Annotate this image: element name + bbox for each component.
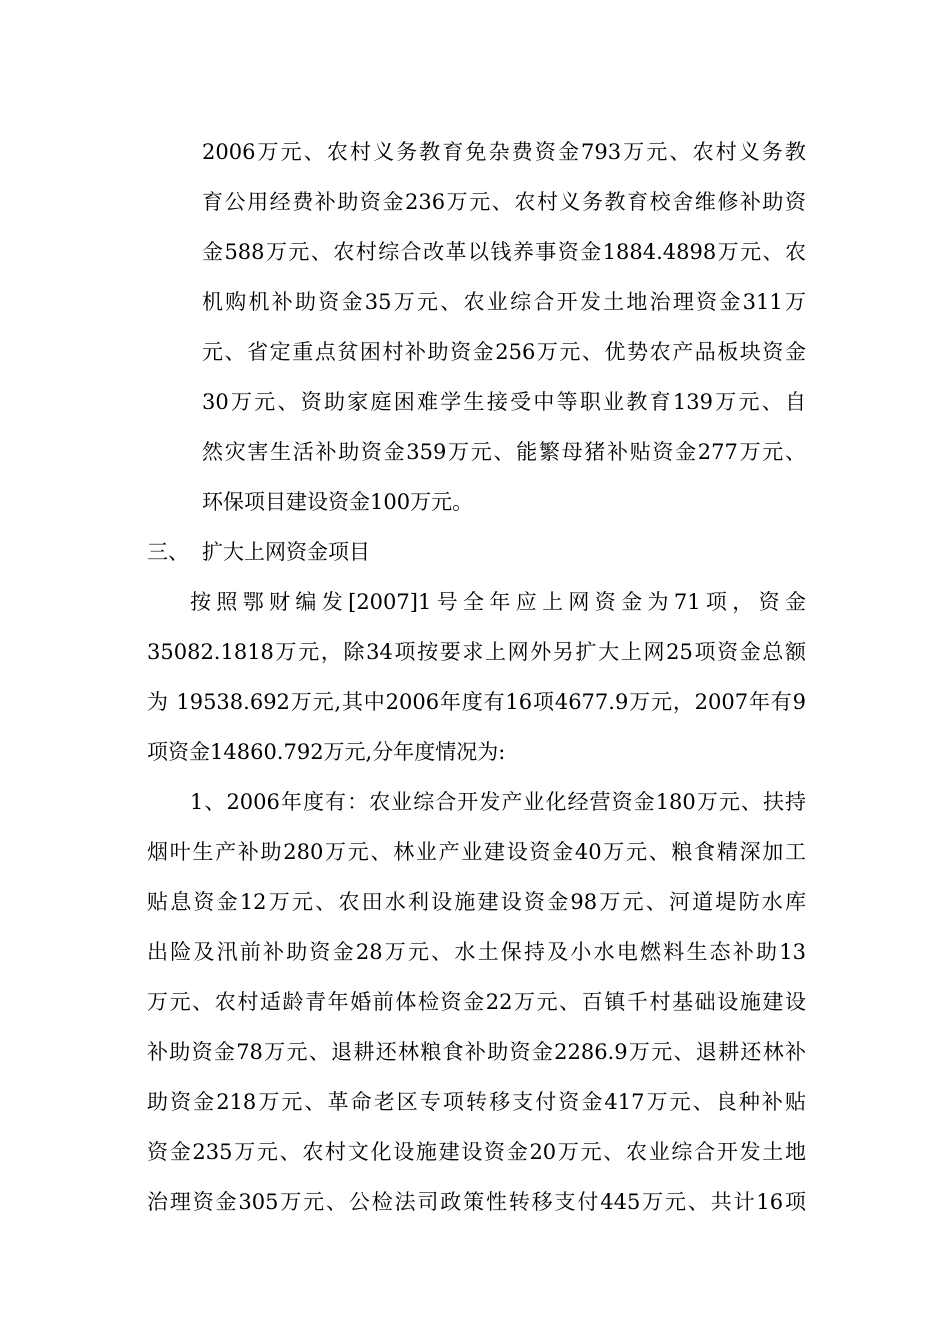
paragraph-line: 烟叶生产补助280万元、林业产业建设资金40万元、粮食精深加工 — [147, 840, 806, 864]
paragraph-line: 按照鄂财编发[2007]1号全年应上网资金为71项，资金 — [190, 590, 806, 614]
paragraph-line: 贴息资金12万元、农田水利设施建设资金98万元、河道堤防水库 — [147, 890, 806, 914]
paragraph-line: 补助资金78万元、退耕还林粮食补助资金2286.9万元、退耕还林补 — [147, 1040, 806, 1064]
paragraph-line: 项资金14860.792万元,分年度情况为: — [147, 740, 506, 764]
section-number: 三、 — [147, 540, 189, 564]
block1-line: 环保项目建设资金100万元。 — [202, 490, 474, 514]
paragraph-line: 万元、农村适龄青年婚前体检资金22万元、百镇千村基础设施建设 — [147, 990, 806, 1014]
block1-line: 2006万元、农村义务教育免杂费资金793万元、农村义务教 — [202, 140, 806, 164]
section-title: 扩大上网资金项目 — [202, 540, 370, 564]
paragraph-line: 治理资金305万元、公检法司政策性转移支付445万元、共计16项 — [147, 1190, 806, 1214]
block1-line: 元、省定重点贫困村补助资金256万元、优势农产品板块资金 — [202, 340, 806, 364]
paragraph-line: 为 19538.692万元,其中2006年度有16项4677.9万元，2007年有9 — [147, 690, 806, 714]
block1-line: 金588万元、农村综合改革以钱养事资金1884.4898万元、农 — [202, 240, 806, 264]
paragraph-line: 资金235万元、农村文化设施建设资金20万元、农业综合开发土地 — [147, 1140, 806, 1164]
block1-line: 然灾害生活补助资金359万元、能繁母猪补贴资金277万元、 — [202, 440, 806, 464]
block1-line: 育公用经费补助资金236万元、农村义务教育校舍维修补助资 — [202, 190, 806, 214]
paragraph-line: 助资金218万元、革命老区专项转移支付资金417万元、良种补贴 — [147, 1090, 806, 1114]
block1-line: 机购机补助资金35万元、农业综合开发土地治理资金311万 — [202, 290, 806, 314]
paragraph-line: 1、2006年度有：农业综合开发产业化经营资金180万元、扶持 — [190, 790, 806, 814]
block1-line: 30万元、资助家庭困难学生接受中等职业教育139万元、自 — [202, 390, 806, 414]
paragraph-line: 35082.1818万元，除34项按要求上网外另扩大上网25项资金总额 — [147, 640, 806, 664]
paragraph-line: 出险及汛前补助资金28万元、水土保持及小水电燃料生态补助13 — [147, 940, 806, 964]
